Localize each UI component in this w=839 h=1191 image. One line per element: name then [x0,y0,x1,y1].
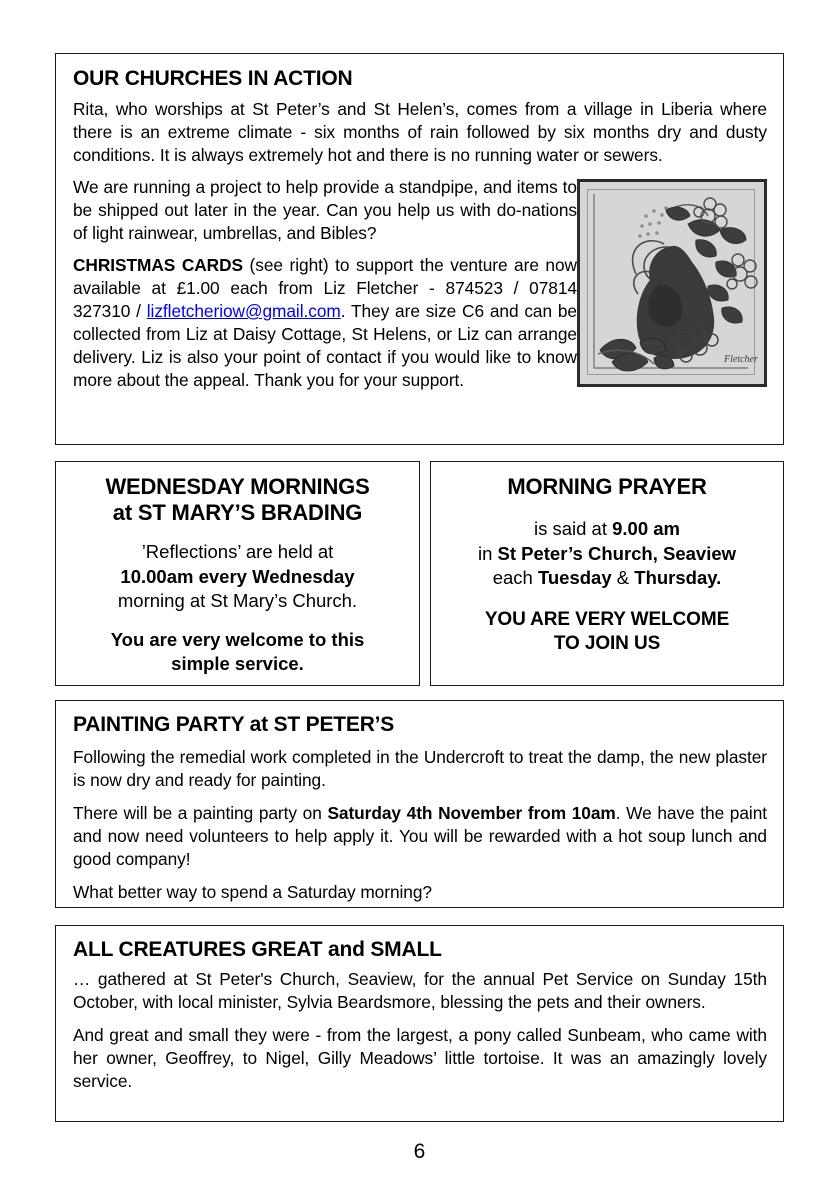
christmas-cards-label: CHRISTMAS CARDS [73,254,244,275]
email-link-liz-fletcher[interactable]: lizfletcheriow@gmail.com [146,301,341,322]
wednesday-line-5: simple service. [171,653,304,675]
section-wednesday-mornings [55,461,420,686]
wednesday-line-4: You are very welcome to this [110,628,365,650]
wednesday-heading-line-2: at ST MARY’S BRADING [112,499,363,525]
section-heading-churches: OUR CHURCHES IN ACTION [73,67,353,90]
painting-paragraph-1: Following the remedial work completed in the Undercroft to treat the damp, the new plaster is now dry and ready for painting. [73,746,767,790]
morning-prayer-time: 9.00 am [612,517,681,539]
morning-prayer-heading: MORNING PRAYER [507,474,707,499]
section-our-churches-in-action [55,53,784,445]
painting-paragraph-2 [73,802,767,871]
morning-prayer-ampersand: & [611,567,635,589]
morning-prayer-day-2: Thursday. [634,567,722,589]
churches-paragraph-2: We are running a project to help provide a standpipe, and items to be shipped out later in the year. Can you help us with do-nations of light rainwear, umbrellas, and Bibles? [73,176,577,243]
wednesday-line-1: ’Reflections’ are held at [141,540,334,562]
morning-prayer-line-2-plain: in [477,542,498,564]
creatures-paragraph-2: And great and small they were - from the largest, a pony called Sunbeam, who came with her owner, Geoffrey, to Nigel, Gilly Meadows’ little tortoise. It was an amazingly lovely service. [73,1024,767,1091]
section-morning-prayer [430,461,784,686]
morning-prayer-line-1 [443,517,771,542]
section-heading-painting-party: PAINTING PARTY at ST PETER’S [73,713,395,736]
painting-paragraph-2-text-a: There will be a painting party on [73,802,328,823]
morning-prayer-line-3 [443,566,771,591]
wednesday-line-2: 10.00am every Wednesday [120,565,355,587]
painting-party-date: Saturday 4th November from 10am [327,802,616,823]
artist-signature: Fletcher [724,353,758,365]
wednesday-heading-line-1: WEDNESDAY MORNINGS [105,474,370,499]
wednesday-line-3: morning at St Mary’s Church. [117,590,358,612]
morning-prayer-line-3-plain: each [492,567,538,589]
section-all-creatures [55,925,784,1122]
painting-paragraph-3: What better way to spend a Saturday morning? [73,881,432,902]
churches-paragraph-3-text-a: (see right) to support the venture are now available at £1.00 each from Liz Fletcher - 874523 / 07814 327310 / [73,254,577,322]
morning-prayer-line-2 [443,542,771,567]
christmas-card-image [577,179,767,387]
churches-text-and-image-wrap [73,176,767,393]
creatures-paragraph-1: … gathered at St Peter's Church, Seaview, for the annual Pet Service on Sunday 15th October, with local minister, Sylvia Beardsmore, blessing the pets and their owners. [73,968,767,1012]
morning-prayer-welcome-line-2: TO JOIN US [553,633,661,655]
churches-paragraph-1: Rita, who worships at St Peter’s and St Helen’s, comes from a village in Liberia where there is an extreme climate - six months of rain followed by six months dry and dusty conditions. It is always extremely hot and there is no running water or sewers. [73,98,767,165]
painting-paragraph-2-text-b: . We have the paint and now need volunteers to help apply it. You will be rewarded with a hot soup lunch and good company! [73,802,768,869]
section-painting-party [55,700,784,908]
morning-prayer-line-1-plain: is said at [533,517,613,539]
morning-prayer-location: St Peter’s Church, Seaview [497,542,737,564]
madonna-and-child-illustration-icon [580,182,764,384]
morning-prayer-day-1: Tuesday [537,567,612,589]
churches-paragraph-3-text-b: . They are size C6 and can be collected from Liz at Daisy Cottage, St Helens, or Liz can arrange delivery. Liz is also your point of contact if you would like to know more about the appeal. Thank you for your support. [73,301,577,391]
page-number: 6 [413,1140,426,1163]
section-heading-all-creatures: ALL CREATURES GREAT and SMALL [73,938,442,961]
morning-prayer-welcome-line-1: YOU ARE VERY WELCOME [484,608,730,630]
christmas-card-frame [577,179,767,387]
